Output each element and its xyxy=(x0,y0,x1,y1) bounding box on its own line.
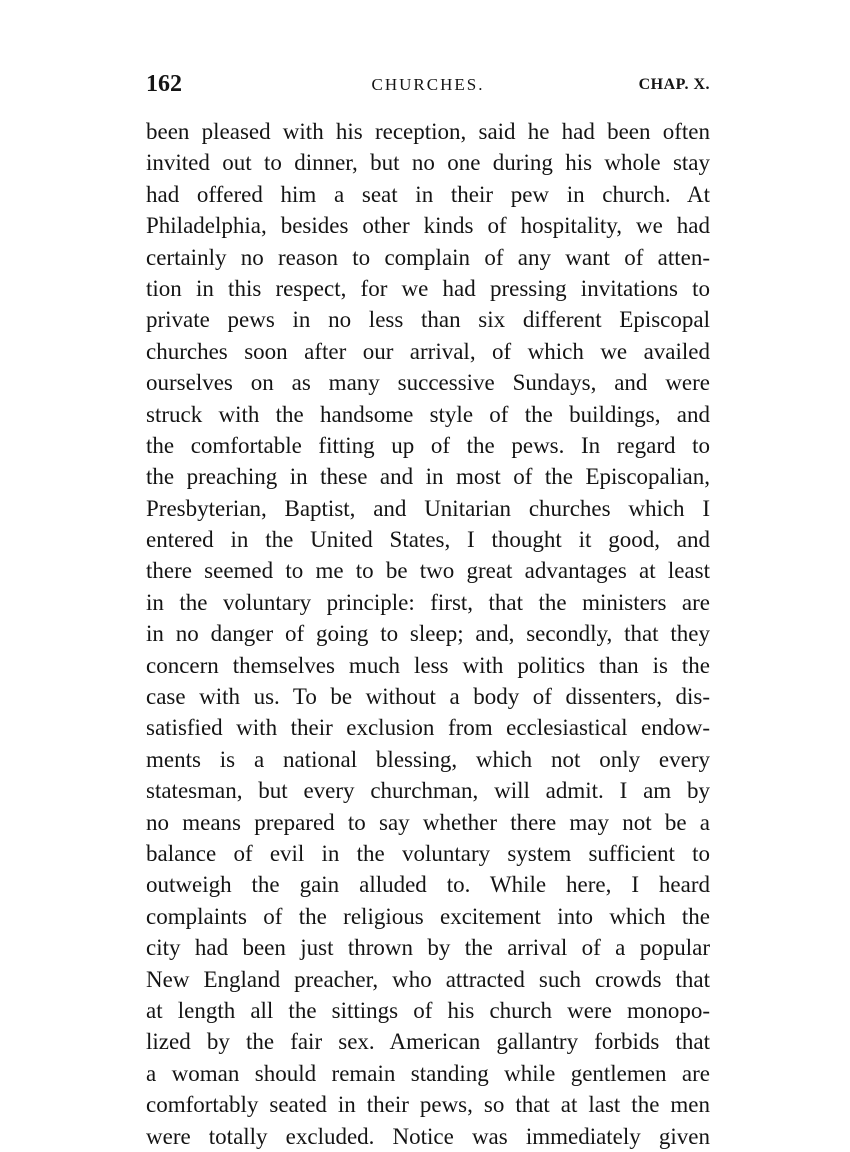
chapter-reference: CHAP. X. xyxy=(638,76,710,93)
text-line: outweigh the gain alluded to. While here, I heard xyxy=(146,872,710,898)
text-line: lized by the fair sex. American gallantry forbids that xyxy=(146,1029,710,1055)
running-head xyxy=(146,68,710,100)
text-line: churches soon after our arrival, of which we availed xyxy=(146,338,710,364)
text-line: been pleased with his reception, said he had been often xyxy=(146,119,710,144)
text-line: certainly no reason to complain of any want of atten- xyxy=(146,244,710,270)
text-line: city had been just thrown by the arrival of a popular xyxy=(146,935,710,961)
text-line: struck with the handsome style of the buildings, and xyxy=(146,401,710,427)
body-text xyxy=(146,116,710,1152)
text-line: no means prepared to say whether there may not be a xyxy=(146,809,710,835)
text-line: there seemed to me to be two great advantages at least xyxy=(146,558,710,584)
text-line: entered in the United States, I thought it good, and xyxy=(146,527,710,553)
text-line: concern themselves much less with politics than is the xyxy=(146,652,710,678)
text-line: comfortably seated in their pews, so that at last the men xyxy=(146,1092,710,1118)
text-line: Philadelphia, besides other kinds of hospitality, we had xyxy=(146,213,710,239)
text-line: ourselves on as many successive Sundays, and were xyxy=(146,370,710,396)
text-line: private pews in no less than six different Episcopal xyxy=(146,307,710,333)
text-line: satisfied with their exclusion from ecclesiastical endow- xyxy=(146,715,710,741)
text-line: the preaching in these and in most of the Episcopalian, xyxy=(146,464,710,490)
text-line: balance of evil in the voluntary system sufficient to xyxy=(146,840,710,866)
text-line: a woman should remain standing while gentlemen are xyxy=(146,1060,710,1086)
text-line: in the voluntary principle: first, that the ministers are xyxy=(146,589,710,615)
text-line: New England preacher, who attracted such crowds that xyxy=(146,966,710,992)
text-line: statesman, but every churchman, will admit. I am by xyxy=(146,778,710,804)
text-line: ments is a national blessing, which not only every xyxy=(146,746,710,772)
text-line: were totally excluded. Notice was immediately given xyxy=(146,1123,710,1149)
chapter-title: CHURCHES. xyxy=(371,75,485,94)
text-line: invited out to dinner, but no one during his whole stay xyxy=(146,150,710,176)
text-line: in no danger of going to sleep; and, secondly, that they xyxy=(146,621,710,647)
text-line: had offered him a seat in their pew in church. At xyxy=(146,181,710,207)
page-number: 162 xyxy=(146,71,182,97)
text-line: complaints of the religious excitement into which the xyxy=(146,903,710,929)
text-line: tion in this respect, for we had pressing invitations to xyxy=(146,275,710,301)
text-line: at length all the sittings of his church were monopo- xyxy=(146,997,710,1023)
text-line: the comfortable fitting up of the pews. In regard to xyxy=(146,432,710,458)
text-line: Presbyterian, Baptist, and Unitarian churches which I xyxy=(146,495,710,521)
text-line: case with us. To be without a body of dissenters, dis- xyxy=(146,684,710,710)
